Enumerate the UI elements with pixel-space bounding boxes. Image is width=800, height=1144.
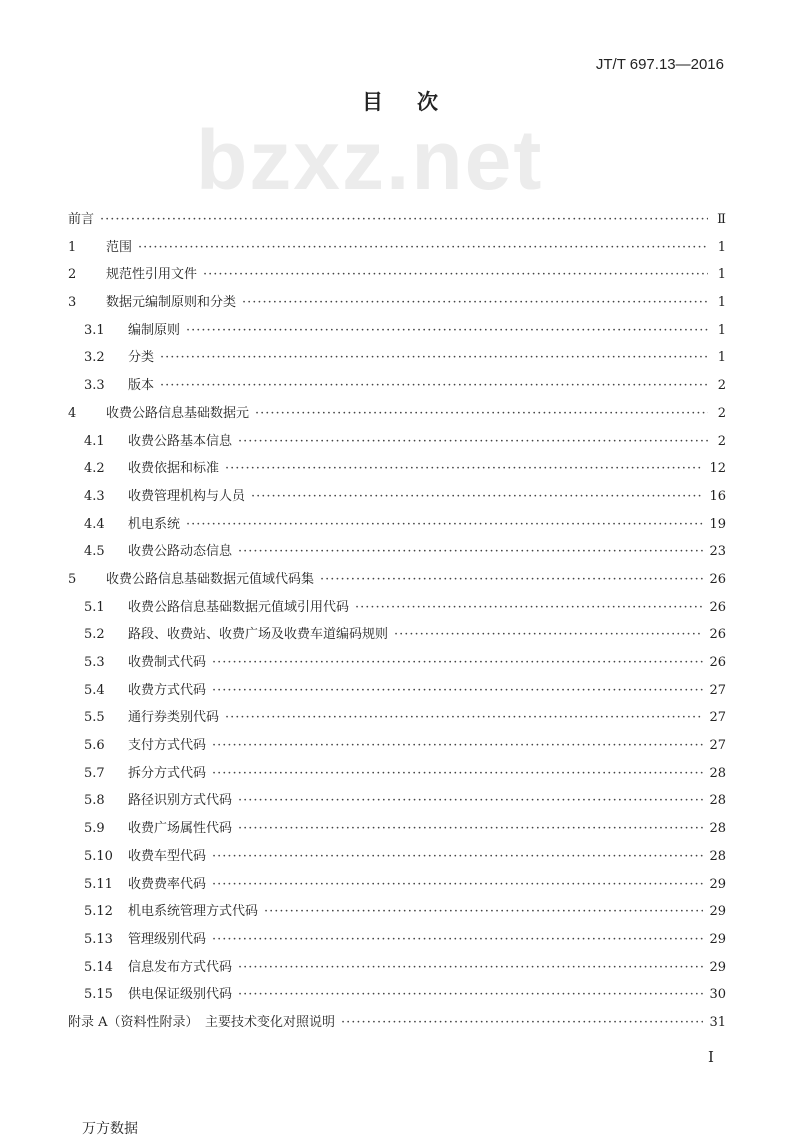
toc-entry[interactable] [68, 954, 726, 982]
dot-leader [225, 455, 703, 483]
dot-leader [238, 787, 703, 815]
dot-leader [160, 372, 708, 400]
toc-entry-label: 收费费率代码 [128, 876, 207, 892]
toc-entry-page: 29 [709, 904, 726, 920]
dot-leader [238, 428, 708, 456]
toc-entry-label: 编制原则 [128, 322, 181, 338]
toc-entry[interactable] [68, 566, 726, 594]
toc-entry-label: 附录 A（资料性附录） 主要技术变化对照说明 [68, 1014, 336, 1030]
dot-leader [212, 871, 703, 899]
dot-leader [355, 594, 703, 622]
toc-entry-number: 5.5 [84, 710, 105, 726]
toc-entry-number: 5.14 [84, 959, 113, 975]
dot-leader [186, 511, 703, 539]
dot-leader [212, 843, 703, 871]
toc-entry-page: 26 [709, 599, 726, 615]
toc-entry[interactable] [68, 206, 726, 234]
toc-entry-number: 5 [68, 571, 77, 587]
dot-leader [238, 981, 703, 1009]
dot-leader [341, 1009, 703, 1037]
toc-entry[interactable] [68, 594, 726, 622]
toc-entry-label: 机电系统 [128, 516, 181, 532]
toc-entry[interactable] [68, 344, 726, 372]
toc-entry[interactable] [68, 428, 726, 456]
toc-entry-number: 5.11 [84, 876, 113, 892]
toc-entry-number: 5.1 [84, 599, 105, 615]
toc-entry-label: 拆分方式代码 [128, 765, 207, 781]
dot-leader [138, 234, 708, 262]
toc-entry-page: 26 [709, 627, 726, 643]
toc-entry-label: 收费公路信息基础数据元值域代码集 [106, 571, 315, 587]
toc-entry-page: 31 [709, 1014, 726, 1030]
page-folio: Ⅰ [708, 1048, 714, 1066]
toc-entry[interactable] [68, 815, 726, 843]
toc-entry-number: 5.13 [84, 931, 113, 947]
toc-entry[interactable] [68, 538, 726, 566]
watermark: bzxz.net [196, 113, 544, 207]
dot-leader [394, 621, 703, 649]
toc-entry[interactable] [68, 871, 726, 899]
toc-entry-number: 5.7 [84, 765, 105, 781]
toc-entry[interactable] [68, 621, 726, 649]
toc-entry-label: 机电系统管理方式代码 [128, 904, 259, 920]
dot-leader [238, 815, 703, 843]
toc-entry-page: 28 [709, 765, 726, 781]
toc-entry[interactable] [68, 289, 726, 317]
toc-entry-number: 5.6 [84, 738, 105, 754]
toc-entry[interactable] [68, 760, 726, 788]
toc-entry-number: 5.8 [84, 793, 105, 809]
toc-entry-number: 3 [68, 295, 77, 311]
page-title: 目次 [362, 90, 472, 114]
toc-entry-label: 收费公路信息基础数据元值域引用代码 [128, 599, 350, 615]
toc-entry[interactable] [68, 677, 726, 705]
toc-entry[interactable] [68, 483, 726, 511]
dot-leader [320, 566, 703, 594]
toc-entry-number: 4.1 [84, 433, 105, 449]
dot-leader [212, 926, 703, 954]
dot-leader [100, 206, 708, 234]
toc-entry-number: 5.10 [84, 848, 113, 864]
toc-entry-label: 前言 [68, 212, 95, 227]
toc-entry-number: 5.12 [84, 904, 113, 920]
toc-entry-number: 5.4 [84, 682, 105, 698]
toc-entry-label: 支付方式代码 [128, 738, 207, 754]
toc-entry-page: 16 [709, 488, 726, 504]
toc-entry-label: 规范性引用文件 [106, 267, 198, 283]
toc-entry-label: 收费制式代码 [128, 655, 207, 670]
toc-entry-label: 收费管理机构与人员 [128, 488, 246, 504]
toc-entry-page: 26 [709, 571, 726, 587]
dot-leader [225, 704, 703, 732]
toc-entry-label: 收费公路基本信息 [128, 433, 233, 449]
toc-entry-page: 19 [709, 516, 726, 532]
toc-entry-page: 1 [717, 322, 726, 338]
toc-entry[interactable] [68, 898, 726, 926]
toc-entry-label: 收费公路信息基础数据元 [106, 405, 250, 421]
toc-entry[interactable] [68, 455, 726, 483]
dot-leader [238, 538, 703, 566]
toc-entry-number: 5.3 [84, 655, 105, 670]
toc-entry-page: 1 [717, 267, 726, 283]
toc-entry-page: 28 [709, 793, 726, 809]
toc-entry-label: 管理级别代码 [128, 931, 207, 947]
dot-leader [242, 289, 708, 317]
document-number: JT/T 697.13—2016 [595, 56, 724, 73]
toc-entry-number: 4.4 [84, 516, 105, 532]
toc-entry-label: 范围 [106, 239, 133, 255]
dot-leader [238, 954, 703, 982]
toc-entry[interactable] [68, 372, 726, 400]
dot-leader [203, 261, 708, 289]
toc-entry[interactable] [68, 234, 726, 262]
toc-entry-page: 2 [717, 433, 726, 449]
toc-entry-number: 3.3 [84, 378, 105, 394]
toc-entry[interactable] [68, 926, 726, 954]
toc-entry-label: 通行券类别代码 [128, 710, 220, 726]
toc-entry-page: Ⅱ [717, 212, 726, 227]
toc-entry-label: 信息发布方式代码 [128, 959, 233, 975]
toc-entry-page: 28 [709, 821, 726, 837]
toc-entry-page: 1 [717, 239, 726, 255]
dot-leader [212, 677, 703, 705]
toc-entry-page: 12 [709, 461, 726, 477]
toc-entry-number: 3.2 [84, 350, 105, 366]
toc-entry-page: 27 [709, 710, 726, 726]
source-label: 万方数据 [82, 1121, 138, 1137]
toc-entry[interactable] [68, 787, 726, 815]
toc-entry[interactable] [68, 732, 726, 760]
dot-leader [212, 760, 703, 788]
toc-entry-page: 27 [709, 682, 726, 698]
toc-entry-page: 26 [709, 655, 726, 670]
dot-leader [186, 317, 708, 345]
toc-entry[interactable] [68, 400, 726, 428]
toc-entry-number: 5.15 [84, 987, 113, 1003]
toc-entry-number: 4.3 [84, 488, 105, 504]
toc-entry[interactable] [68, 981, 726, 1009]
toc-entry-number: 3.1 [84, 322, 105, 338]
toc-entry-number: 4 [68, 405, 77, 421]
toc-entry-label: 版本 [128, 378, 155, 394]
toc-entry[interactable] [68, 317, 726, 345]
toc-entry-page: 23 [709, 544, 726, 560]
toc-entry-page: 1 [717, 350, 726, 366]
toc-entry-page: 29 [709, 959, 726, 975]
toc-entry-number: 2 [68, 267, 77, 283]
toc-entry[interactable] [68, 649, 726, 677]
toc-entry-number: 5.9 [84, 821, 105, 837]
toc-entry-label: 收费车型代码 [128, 848, 207, 864]
dot-leader [212, 649, 703, 677]
toc-entry-label: 供电保证级别代码 [128, 987, 233, 1003]
toc-entry-page: 27 [709, 738, 726, 754]
toc-entry-label: 收费依据和标准 [128, 461, 220, 477]
toc-entry[interactable] [68, 704, 726, 732]
dot-leader [160, 344, 708, 372]
toc-entry-number: 1 [68, 239, 77, 255]
toc-entry-page: 29 [709, 876, 726, 892]
toc-entry-page: 1 [717, 295, 726, 311]
toc-entry-label: 路径识别方式代码 [128, 793, 233, 809]
toc-entry-page: 28 [709, 848, 726, 864]
toc-entry-label: 分类 [128, 350, 155, 366]
toc-entry-label: 收费方式代码 [128, 682, 207, 698]
toc-entry[interactable] [68, 511, 726, 539]
toc-entry-page: 2 [717, 378, 726, 394]
toc-entry[interactable] [68, 1009, 726, 1037]
toc-entry-label: 收费广场属性代码 [128, 821, 233, 837]
toc-entry-number: 4.2 [84, 461, 105, 477]
toc-entry-number: 5.2 [84, 627, 105, 643]
toc-entry-page: 30 [709, 987, 726, 1003]
dot-leader [264, 898, 703, 926]
dot-leader [251, 483, 703, 511]
dot-leader [255, 400, 708, 428]
toc-entry-page: 29 [709, 931, 726, 947]
dot-leader [212, 732, 703, 760]
toc-entry[interactable] [68, 261, 726, 289]
table-of-contents [68, 206, 726, 1037]
toc-entry-number: 4.5 [84, 544, 105, 560]
toc-entry-label: 收费公路动态信息 [128, 544, 233, 560]
toc-entry-page: 2 [717, 405, 726, 421]
toc-entry-label: 数据元编制原则和分类 [106, 295, 237, 311]
toc-entry-label: 路段、收费站、收费广场及收费车道编码规则 [128, 627, 389, 643]
toc-entry[interactable] [68, 843, 726, 871]
